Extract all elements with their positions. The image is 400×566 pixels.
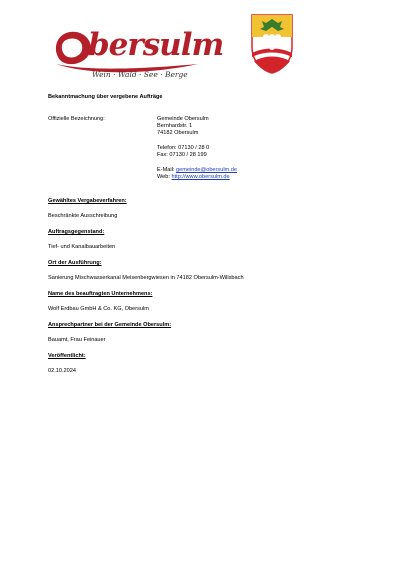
authority-name: Gemeinde Obersulm <box>157 116 209 122</box>
document-heading: Bekanntmachung über vergebene Aufträge <box>48 94 163 100</box>
section-value-contact: Bauamt, Frau Feinauer <box>48 337 106 343</box>
section-title-published: Veröffentlicht: <box>48 353 86 359</box>
section-value-location: Sanierung Mischwasserkanal Meisenbergwiesen in 74182 Obersulm-Willsbach <box>48 275 244 281</box>
email-label: E-Mail: <box>157 167 176 173</box>
authority-city: 74182 Obersulm <box>157 130 199 136</box>
authority-web-line <box>157 174 230 181</box>
web-label: Web: <box>157 174 172 180</box>
section-title-procedure: Gewähltes Vergabeverfahren: <box>48 198 127 204</box>
section-title-contact: Ansprechpartner bei der Gemeinde Obersulm: <box>48 322 172 328</box>
section-value-procedure: Beschränkte Ausschreibung <box>48 213 118 219</box>
authority-fax: Fax: 07130 / 28 199 <box>157 152 207 158</box>
authority-email-line <box>157 167 237 174</box>
web-link[interactable]: http://www.obersulm.de <box>171 174 230 180</box>
section-value-published: 02.10.2024 <box>48 368 76 374</box>
email-link[interactable]: gemeinde@obersulm.de <box>175 167 237 173</box>
section-title-subject: Auftragsgegenstand: <box>48 229 105 235</box>
section-value-subject: Tief- und Kanalbauarbeiten <box>48 244 116 250</box>
section-title-location: Ort der Ausführung: <box>48 260 102 266</box>
logo-tagline: Wein · Wald · See · Berge <box>92 70 188 79</box>
obersulm-logo <box>52 27 224 83</box>
authority-street: Bernhardstr. 1 <box>157 123 193 129</box>
logo-wordmark: bersulm <box>88 27 224 63</box>
section-value-company: Wolf Erdbau GmbH & Co. KG, Obersulm <box>48 306 149 312</box>
coat-of-arms-icon <box>250 13 294 75</box>
section-title-company: Name des beauftragten Unternehmens: <box>48 291 153 297</box>
authority-phone: Telefon: 07130 / 28 0 <box>157 145 210 151</box>
official-designation-label: Offizielle Bezeichnung: <box>48 116 105 122</box>
